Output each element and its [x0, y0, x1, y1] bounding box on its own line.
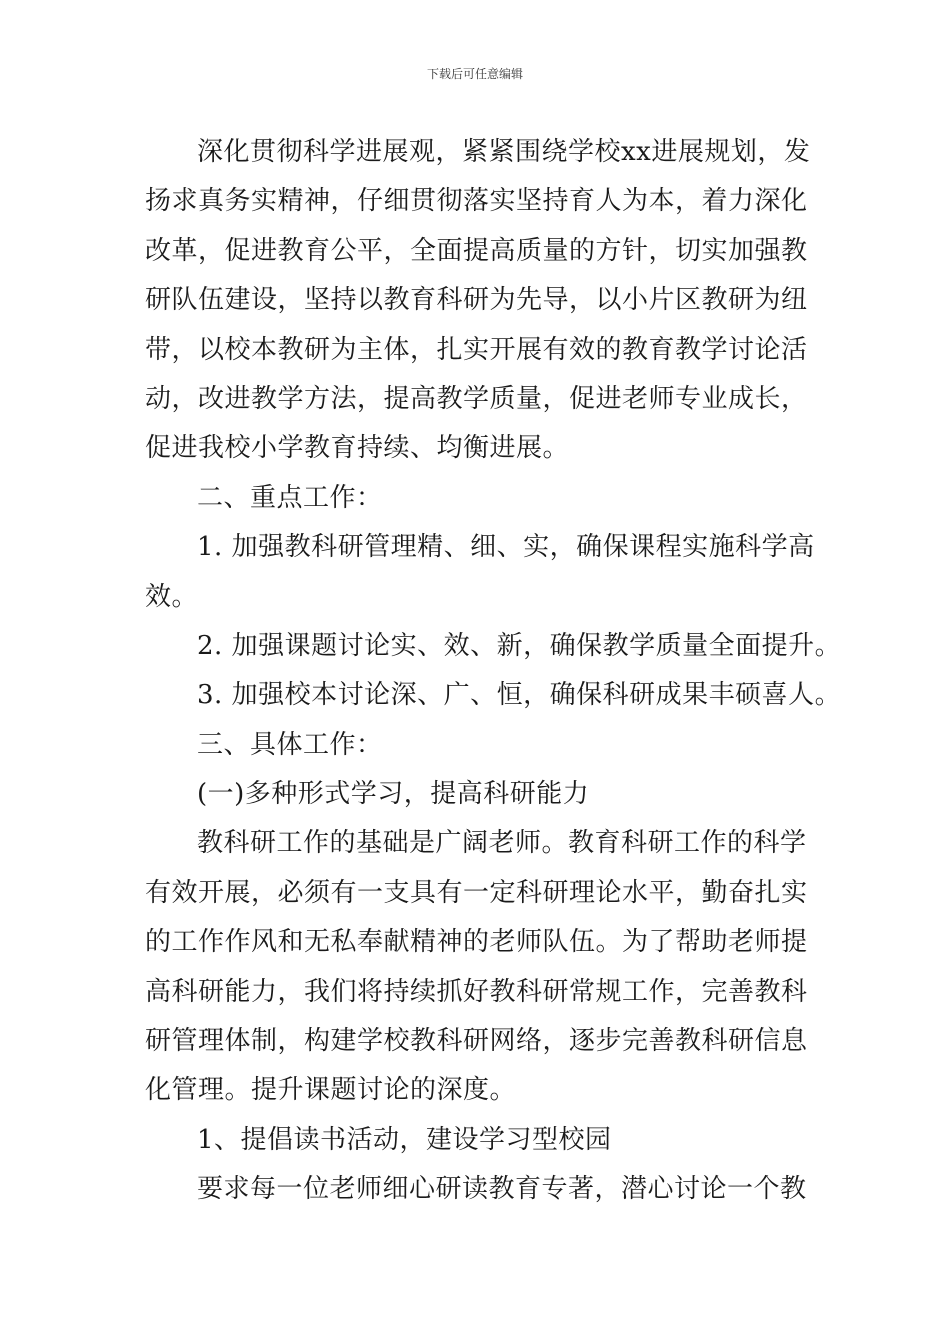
- text-line: 的工作作风和无私奉献精神的老师队伍。为了帮助老师提: [145, 927, 808, 958]
- text-line: 动，改进教学方法，提高教学质量，促进老师专业成长，: [145, 383, 808, 414]
- text-line: 高科研能力，我们将持续抓好教科研常规工作，完善教科: [145, 976, 808, 1007]
- text-line: 扬求真务实精神，仔细贯彻落实坚持育人为本，着力深化: [145, 186, 808, 217]
- text-line: 促进我校小学教育持续、均衡进展。: [145, 433, 570, 464]
- text-line: 有效开展，必须有一支具有一定科研理论水平，勤奋扎实: [145, 877, 808, 908]
- text-line: 改革，促进教育公平，全面提高质量的方针，切实加强教: [145, 235, 808, 266]
- text-line: 要求每一位老师细心研读教育专著，潜心讨论一个教: [197, 1174, 807, 1205]
- text-line: 效。: [145, 581, 199, 612]
- document-body: [145, 128, 842, 1215]
- text-line: 二、重点工作：: [197, 482, 383, 513]
- text-line: 深化贯彻科学进展观，紧紧围绕学校xx进展规划，发: [197, 137, 811, 167]
- text-line: 研管理体制，构建学校教科研网络，逐步完善教科研信息: [145, 1026, 808, 1057]
- text-line: 3. 加强校本讨论深、广、恒，确保科研成果丰硕喜人。: [197, 680, 842, 711]
- text-line: 1、提倡读书活动，建设学习型校园: [197, 1124, 612, 1155]
- text-line: (一)多种形式学习，提高科研能力: [197, 779, 590, 810]
- text-line: 三、具体工作：: [197, 729, 383, 760]
- text-line: 1. 加强教科研管理精、细、实，确保课程实施科学高: [197, 532, 815, 563]
- page-header: 下载后可任意编辑: [426, 67, 523, 81]
- text-line: 研队伍建设，坚持以教育科研为先导，以小片区教研为纽: [145, 285, 808, 316]
- text-line: 教科研工作的基础是广阔老师。教育科研工作的科学: [197, 828, 807, 859]
- text-line: 带，以校本教研为主体，扎实开展有效的教育教学讨论活: [145, 334, 808, 365]
- text-line: 化管理。提升课题讨论的深度。: [145, 1075, 517, 1106]
- text-line: 2. 加强课题讨论实、效、新，确保教学质量全面提升。: [197, 630, 842, 661]
